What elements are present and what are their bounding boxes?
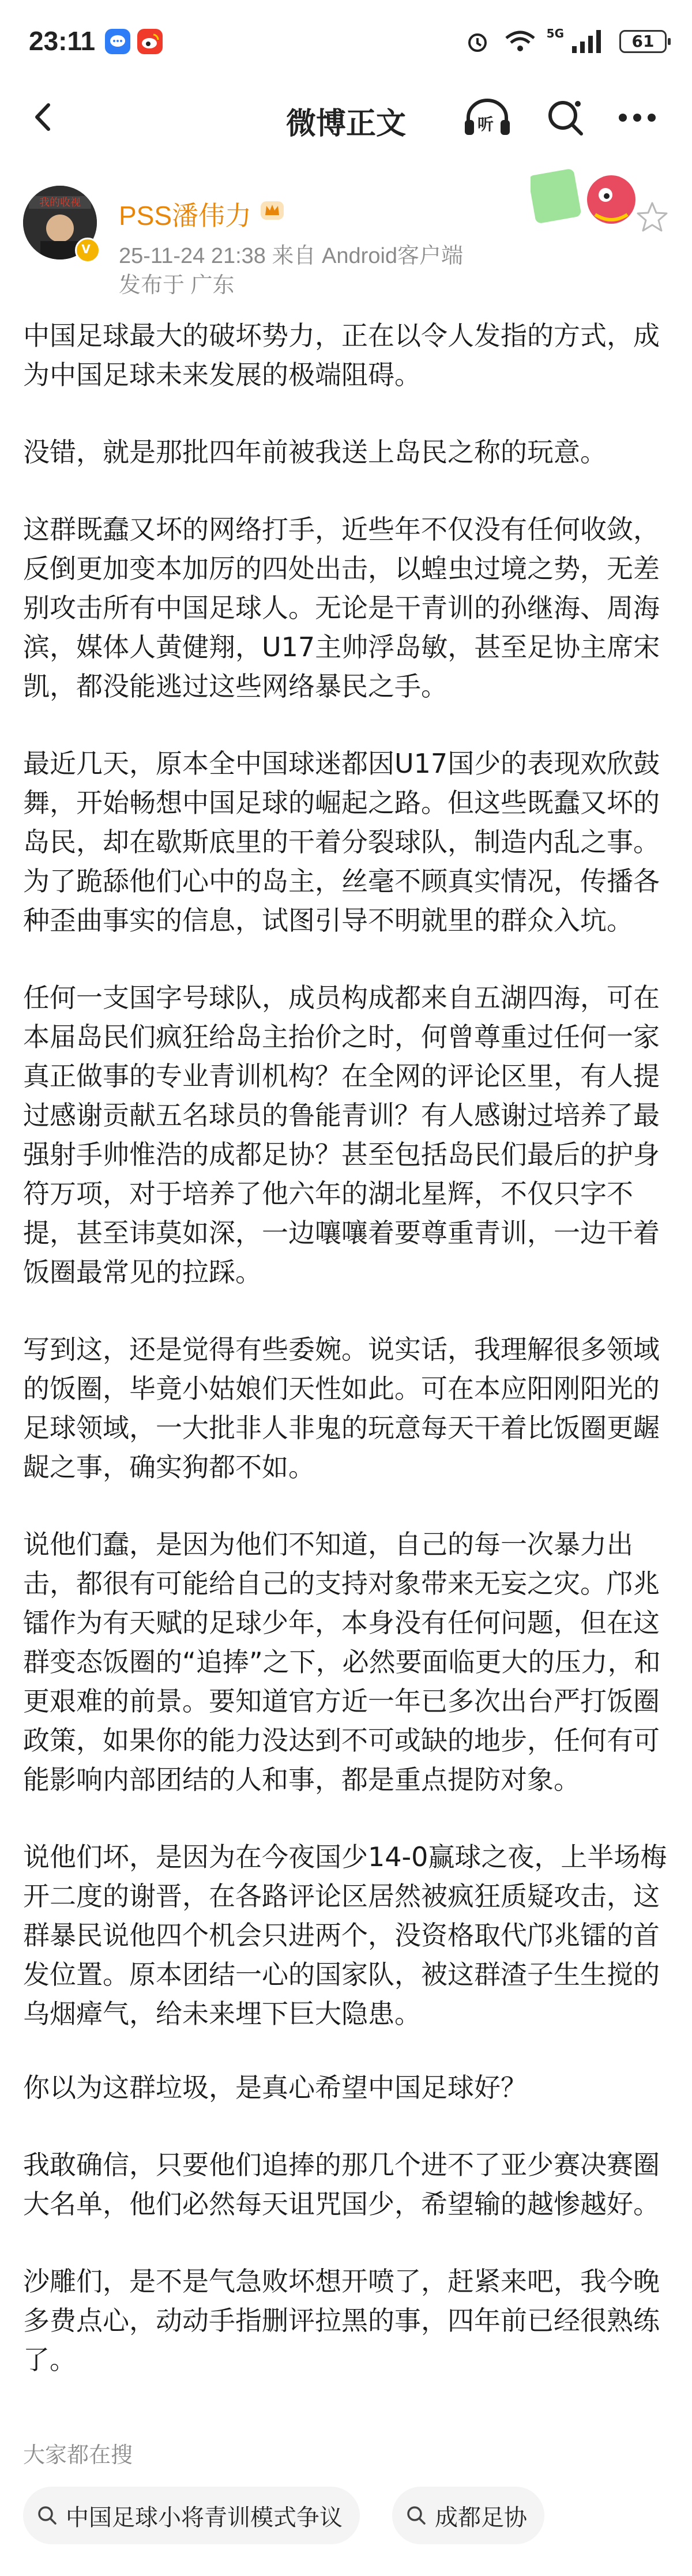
signal-icon [571, 29, 606, 57]
search-chip[interactable] [392, 2487, 544, 2544]
svg-text:V: V [81, 242, 91, 256]
author-name[interactable]: PSS潘伟力 [119, 201, 252, 231]
star-icon [634, 200, 670, 235]
verified-icon [75, 238, 100, 263]
post-paragraph: 沙雕们，是不是气急败坏想开喷了，赶紧来吧，我今晚多费点心，动动手指删评拉黑的事，四年前已经很熟练了。 [23, 2266, 660, 2375]
post-paragraph: 中国足球最大的破坏势力，正在以令人发指的方式，成为中国足球未来发展的极端阻碍。 [23, 320, 660, 390]
search-icon [405, 2504, 428, 2527]
more-button[interactable] [611, 95, 663, 141]
post-paragraph: 说他们坏，是因为在今夜国少14-0赢球之夜，上半场梅开二度的谢晋，在各路评论区居然被疯狂质疑攻击，这群暴民说他四个机会只进两个，没资格取代邝兆镭的首发位置。原本团结一心的国家队，被这群渣子生生搅的乌烟瘴气，给未来埋下巨大隐患。 [23, 1841, 667, 2029]
post-body [23, 316, 675, 2417]
post-paragraph: 你以为这群垃圾，是真心希望中国足球好？ [23, 2072, 527, 2103]
decorative-sticker [531, 168, 646, 232]
nav-bar [0, 87, 692, 150]
related-search-heading: 大家都在搜 [23, 2442, 133, 2468]
network-label: 5G [546, 27, 564, 40]
status-time: 23:11 [29, 26, 96, 56]
search-chip-label: 中国足球小将青训模式争议 [66, 2504, 343, 2531]
post-location: 发布于 广东 [119, 273, 235, 298]
post-paragraph: 写到这，还是觉得有些委婉。说实话，我理解很多领域的饭圈，毕竟小姑娘们天性如此。可在本应阳刚阳光的足球领域，一大批非人非鬼的玩意每天干着比饭圈更龌龊之事，确实狗都不如。 [23, 1334, 660, 1483]
search-button[interactable] [542, 95, 588, 141]
post-paragraph: 没错，就是那批四年前被我送上岛民之称的玩意。 [23, 437, 607, 468]
listen-button[interactable] [461, 95, 513, 141]
battery-icon: 61 [619, 30, 667, 53]
search-icon [36, 2504, 59, 2527]
search-chip[interactable] [23, 2487, 360, 2544]
svg-text:我的收视: 我的收视 [39, 197, 81, 209]
post-paragraph: 说他们蠢，是因为他们不知道，自己的每一次暴力出击，都很有可能给自己的支持对象带来无妄之灾。邝兆镭作为有天赋的足球少年，本身没有任何问题，但在这群变态饭圈的“追捧”之下，必然要面临更大的压力，和更艰难的前景。要知道官方近一年已多次出台严打饭圈政策，如果你的能力没达到不可或缺的地步，任何有可能影响内部团结的人和事，都是重点提防对象。 [23, 1529, 661, 1795]
crown-badge-icon[interactable] [260, 199, 285, 222]
post-paragraph: 我敢确信，只要他们追捧的那几个进不了亚少赛决赛圈大名单，他们必然每天诅咒国少，希望输的越惨越好。 [23, 2149, 660, 2220]
page-title: 微博正文 [285, 107, 406, 141]
post-paragraph: 这群既蠢又坏的网络打手，近些年不仅没有任何收敛，反倒更加变本加厉的四处出击，以蝗虫过境之势，无差别攻击所有中国足球人。无论是干青训的孙继海、周海滨，媒体人黄健翔，U17主帅浮岛敏，甚至足协主席宋凯，都没能逃过这些网络暴民之手。 [23, 514, 660, 702]
status-bar [0, 0, 692, 87]
post-paragraph: 最近几天，原本全中国球迷都因U17国少的表现欢欣鼓舞，开始畅想中国足球的崛起之路。但这些既蠢又坏的岛民，却在歇斯底里的干着分裂球队，制造内乱之事。为了跪舔他们心中的岛主，丝毫不顾真实情况，传播各种歪曲事实的信息，试图引导不明就里的群众入坑。 [23, 748, 660, 936]
weibo-app-icon [137, 29, 163, 54]
message-app-icon [105, 29, 130, 54]
search-icon [542, 95, 588, 141]
search-chip-label: 成都足协 [435, 2504, 527, 2531]
alarm-icon [465, 29, 490, 57]
listen-label: 听 [477, 115, 494, 134]
favorite-button[interactable] [634, 200, 670, 235]
more-icon [611, 95, 663, 141]
post-timestamp-source: 25-11-24 21:38 来自 Android客户端 [119, 244, 464, 268]
wifi-icon [504, 29, 536, 57]
post-paragraph: 任何一支国字号球队，成员构成都来自五湖四海，可在本届岛民们疯狂给岛主抬价之时，何曾尊重过任何一家真正做事的专业青训机构？在全网的评论区里，有人提过感谢贡献五名球员的鲁能青训？有人感谢过培养了最强射手帅惟浩的成都足协？甚至包括岛民们最后的护身符万项，对于培养了他六年的湖北星辉，不仅只字不提，甚至讳莫如深，一边嚷嚷着要尊重青训，一边干着饭圈最常见的拉踩。 [23, 982, 660, 1288]
